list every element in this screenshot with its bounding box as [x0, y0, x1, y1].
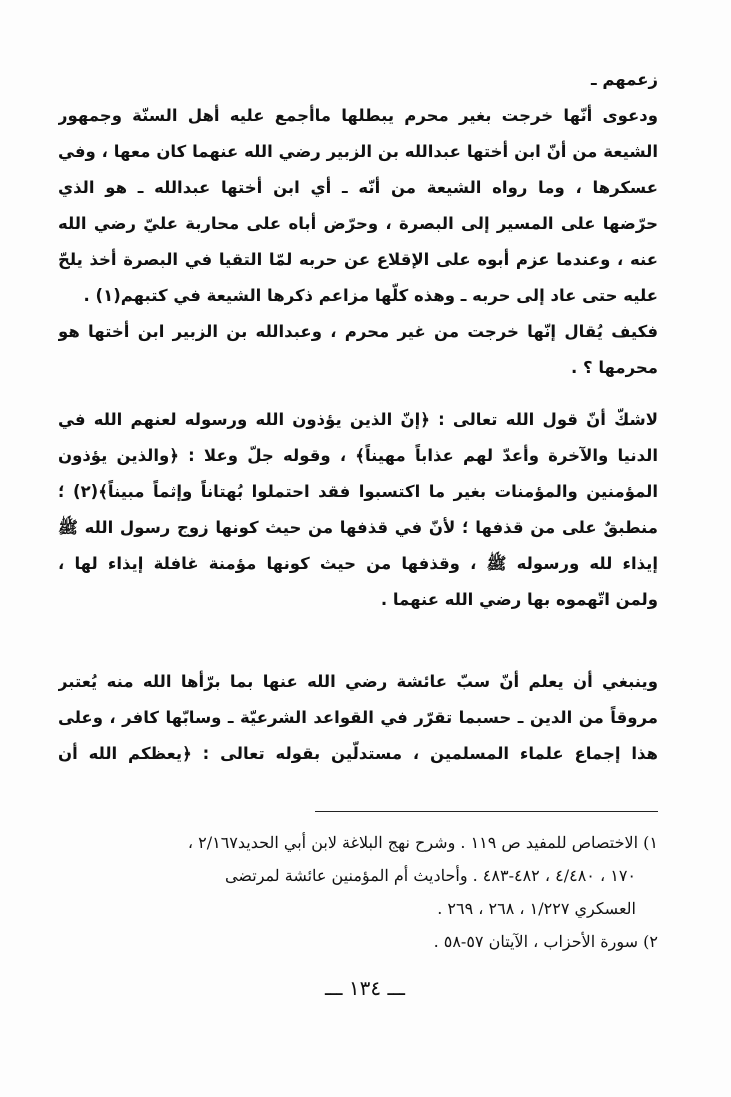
text-line: زعمهم ـ: [590, 70, 658, 89]
text-line: ولمن اتّهموه بها رضي الله عنهما .: [380, 590, 658, 609]
paragraph-2: [58, 98, 658, 314]
footnote-line: العسكري ١/٢٢٧ ، ٢٦٨ ، ٢٦٩ .: [437, 899, 636, 918]
footnote-line: ٢) سورة الأحزاب ، الآيتان ٥٧-٥٨ .: [433, 932, 658, 951]
text-line: الشيعة من أنّ ابن أختها عبدالله بن الزبير رضي الله عنهما كان معها ، وفي: [58, 142, 658, 161]
text-line: مروقاً من الدين ـ حسبما تقرّر في القواعد الشرعيّة ـ وسابّها كافر ، وعلى: [58, 708, 658, 727]
paragraph-4: [58, 402, 658, 618]
text-line: هذا إجماع علماء المسلمين ، مستدلّين بقوله تعالى : ﴿يعظكم الله أن: [58, 744, 658, 763]
footnote-2: [40, 925, 658, 958]
footnotes: [40, 826, 658, 958]
text-line: عليه حتى عاد إلى حربه ـ وهذه كلّها مزاعم ذكرها الشيعة في كتبهم(١) .: [83, 286, 658, 305]
text-line: إيذاء لله ورسوله ﷺ ، وقذفها من حيث كونها مؤمنة غافلة إيذاء لها ،: [58, 554, 658, 573]
footnote-line: ١) الاختصاص للمفيد ص ١١٩ . وشرح نهج البلاغة لابن أبي الحديد٢/١٦٧ ،: [187, 833, 658, 852]
text-line: عنه ، وعندما عزم أبوه على الإقلاع عن حربه لمّا التقيا في البصرة أخذ يلحّ: [58, 250, 658, 269]
text-line: ودعوى أنّها خرجت بغير محرم يبطلها ماأجمع عليه أهل السنّة وجمهور: [58, 106, 658, 125]
page-number: ـــ ١٣٤ ـــ: [324, 976, 406, 1000]
main-text: [58, 62, 658, 772]
text-line: منطبقٌ على من قذفها ؛ لأنّ في قذفها من حيث كونها زوج رسول الله ﷺ: [58, 518, 658, 537]
footnote-1: [40, 826, 658, 925]
text-line: المؤمنين والمؤمنات بغير ما اكتسبوا فقد احتملوا بُهتاناً وإثماً مبيناً﴾(٢) ؛: [58, 482, 658, 501]
paragraph-5: [58, 664, 658, 772]
paragraph-1: [58, 62, 658, 98]
text-line: عسكرها ، وما رواه الشيعة من أنّه ـ أي ابن أختها عبدالله ـ هو الذي: [58, 178, 658, 197]
text-line: الدنيا والآخرة وأعدّ لهم عذاباً مهيناً﴾ ، وقوله جلّ وعلا : ﴿والذين يؤذون: [58, 446, 658, 465]
text-line: حرّضها على المسير إلى البصرة ، وحرّض أباه على محاربة عليّ رضي الله: [58, 214, 658, 233]
footnote-line: ١٧٠ ، ٤/٤٨٠ ، ٤٨٢-٤٨٣ . وأحاديث أم المؤمنين عائشة لمرتضى: [225, 866, 636, 885]
text-line: لاشكّ أنّ قول الله تعالى : ﴿إنّ الذين يؤذون الله ورسوله لعنهم الله في: [58, 410, 658, 429]
text-line: فكيف يُقال إنّها خرجت من غير محرم ، وعبدالله بن الزبير ابن أختها هو: [58, 322, 658, 341]
paragraph-3: [58, 314, 658, 386]
text-line: محرمها ؟ .: [570, 358, 658, 377]
text-line: وينبغي أن يعلم أنّ سبّ عائشة رضي الله عنها بما برّأها الله منه يُعتبر: [58, 672, 658, 691]
footnote-separator: [315, 811, 658, 812]
